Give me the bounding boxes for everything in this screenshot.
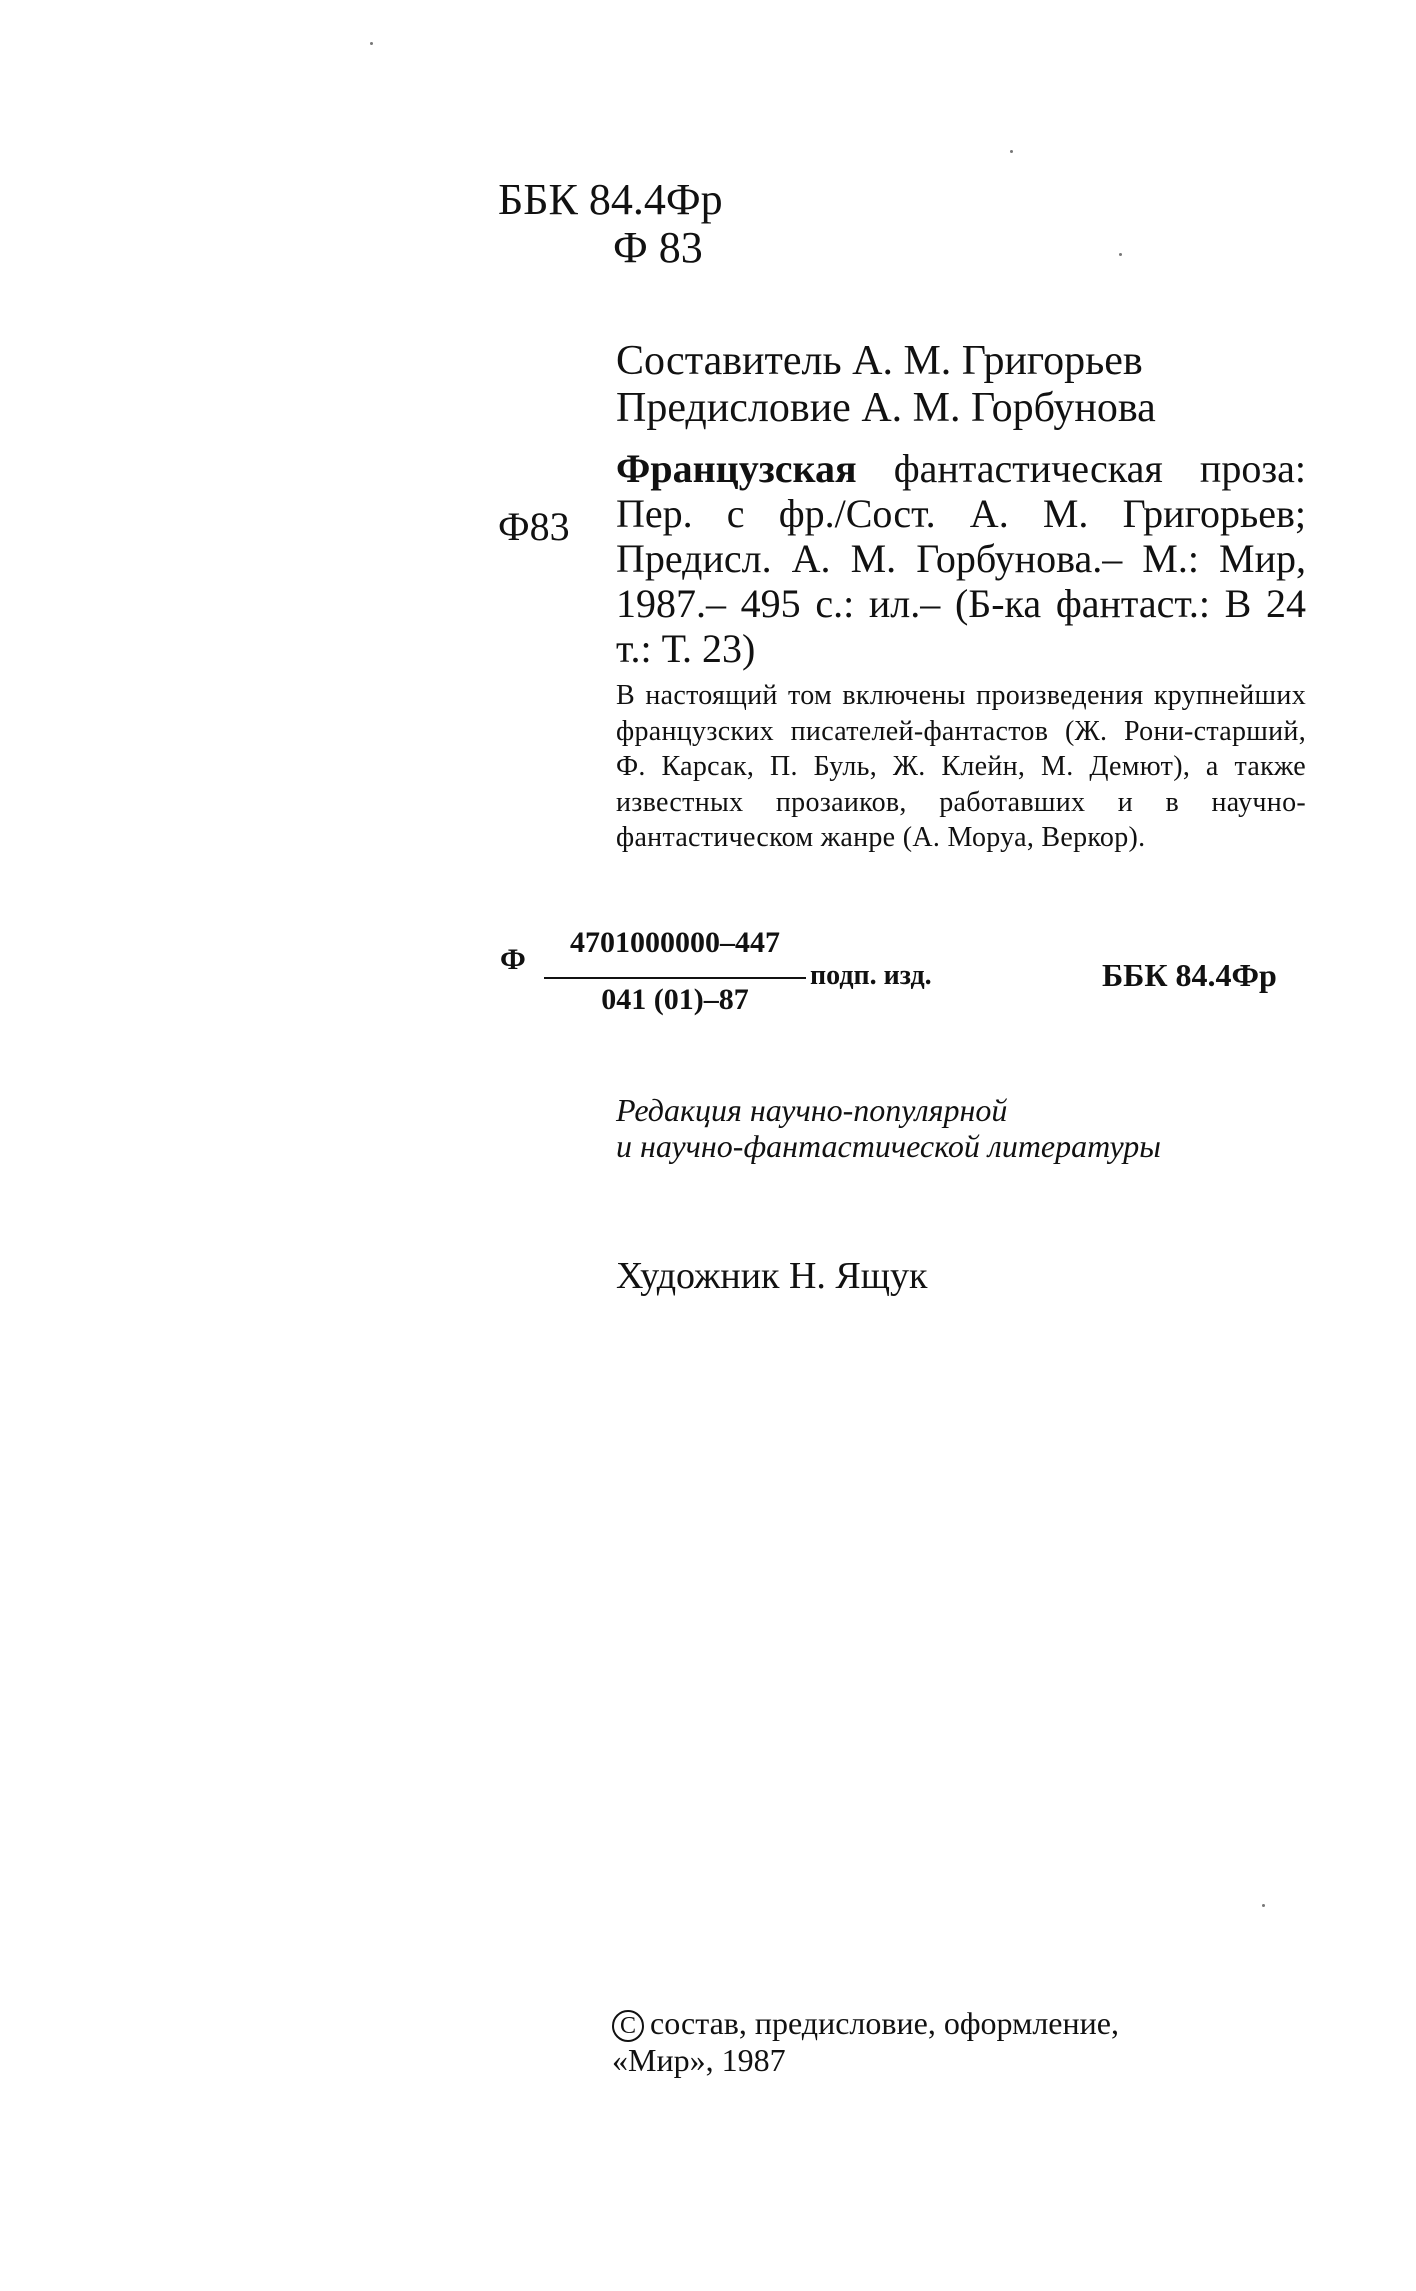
copyright-line-2: «Мир», 1987 (612, 2042, 786, 2078)
bbk-classification (498, 176, 723, 272)
credits (616, 338, 1156, 432)
code-numerator: 4701000000–447 (570, 926, 780, 959)
scan-speck (370, 42, 373, 45)
book-title: Французская (616, 446, 857, 491)
scan-speck (1262, 1904, 1265, 1907)
copyright-icon: C (612, 2010, 644, 2042)
copyright-line-1: состав, предисловие, оформление, (650, 2005, 1119, 2041)
author-mark: Ф 83 (613, 223, 703, 272)
copyright-notice (612, 2005, 1119, 2079)
code-note: подп. изд. (810, 960, 932, 991)
annotation: В настоящий том включены произведения крупнейших французских писателей-фантастов (Ж. Рони-старший, Ф. Карсак, П. Буль, Ж. Клейн, М. Демют), а также известных прозаиков, работавших и в научно-фантастическом жанре (А. Моруа, Веркор). (616, 680, 1306, 853)
code-denominator: 041 (01)–87 (601, 983, 749, 1016)
artist-credit: Художник Н. Ящук (616, 1255, 928, 1297)
card-index: Ф83 (498, 504, 570, 549)
bibliographic-entry (616, 446, 1306, 671)
fraction-line (544, 977, 806, 979)
editorial-line-1: Редакция научно-популярной (616, 1092, 1008, 1128)
code-bbk: ББК 84.4Фр (1102, 957, 1277, 993)
bibliographic-body: фантастическая проза: Пер. с фр./Сост. А. М. Григорьев; Предисл. А. М. Горбунова.– М.: Мир, 1987.– 495 с.: ил.– (Б-ка фантаст.: В 24 т.: Т. 23) (616, 446, 1306, 671)
scan-speck (1010, 150, 1013, 153)
compiler-credit: Составитель А. М. Григорьев (616, 338, 1143, 384)
preface-credit: Предисловие А. М. Горбунова (616, 385, 1156, 431)
editorial-office (616, 1092, 1161, 1164)
bbk-code: ББК 84.4Фр (498, 175, 723, 224)
code-letter: Ф (500, 943, 526, 976)
scan-speck (1119, 253, 1122, 256)
editorial-line-2: и научно-фантастической литературы (616, 1128, 1161, 1164)
